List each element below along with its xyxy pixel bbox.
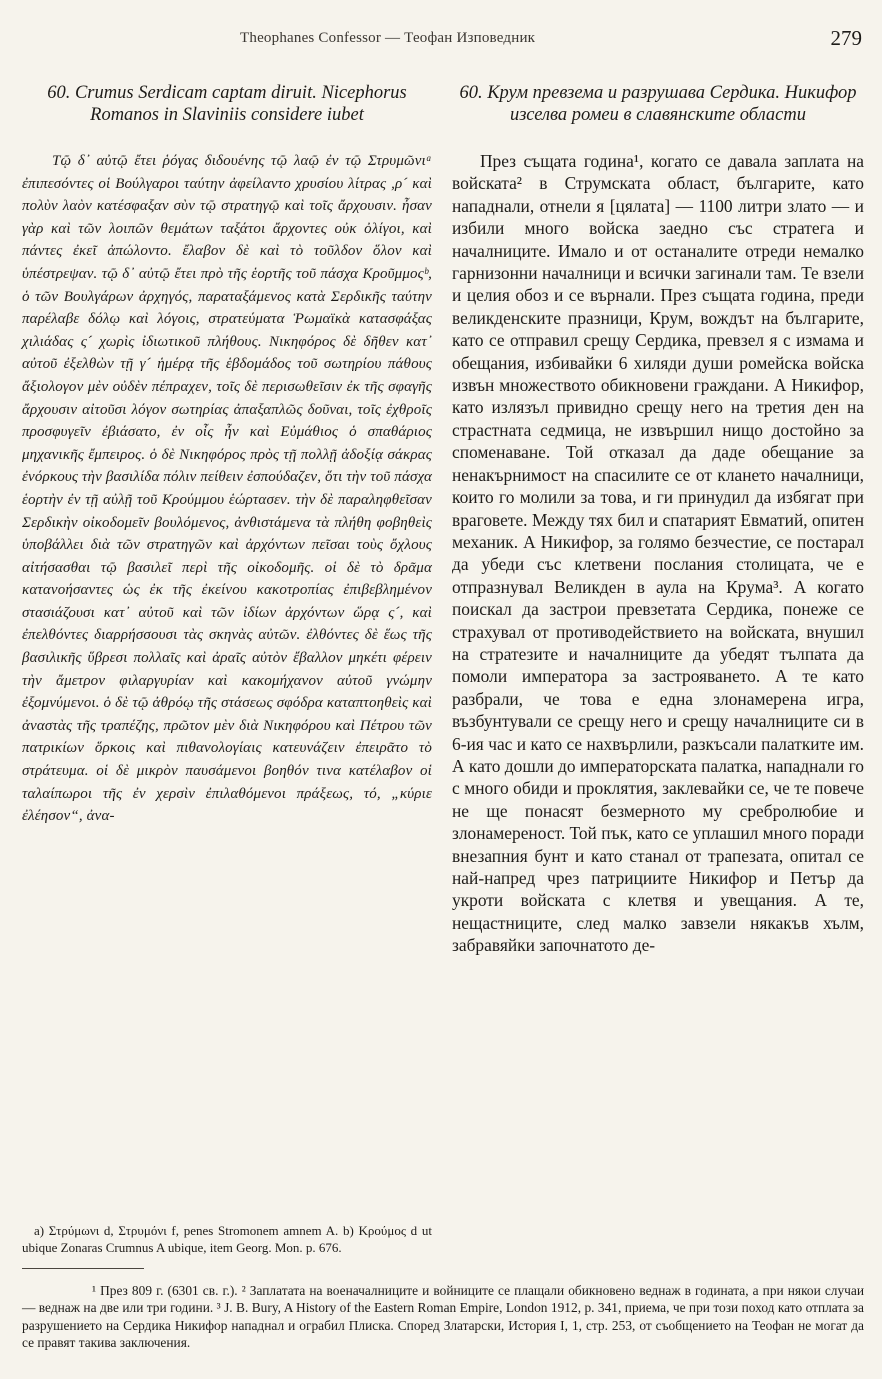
latin-section-title: 60. Crumus Serdicam captam diruit. Nicephorus Romanos in Slaviniis considere iubet: [47, 83, 407, 125]
footnotes: ¹ През 809 г. (6301 св. г.). ² Заплатата на военачалниците и войниците се плащали обикновено веднаж в годината, а при някои случаи — веднаж на две или три години. ³ J. B. Bury, A History of the Eastern Roman Empire, London 1912, p. 341, приема, че при този поход като отплата за разрушението на Сердика Никифор нападнал и ограбил Плиска. Според Златарски, История I, 1, стр. 253, от съобщението на Теофан не могат да се правят такива заключения.: [22, 1283, 864, 1351]
critical-apparatus: a) Στρύμωνι d, Στρυμόνι f, penes Stromonem amnem A. b) Κρούμος d ut ubique Zonaras Crumnus A ubique, item Georg. Mon. p. 676.: [22, 1223, 432, 1255]
bulgarian-column: [452, 82, 864, 957]
footnote-rule: [22, 1268, 144, 1269]
latin-greek-column: [22, 82, 432, 828]
running-title: Theophanes Confessor — Теофан Изповедник: [240, 30, 536, 46]
bulgarian-text: През същата година¹, когато се давала заплата на войската² в Струмската област, българите, като нападнали, отнели я [цялата] — 1100 литри злато — и избили много войска заедно със стратега и началниците. Имало и от останалите отреди немалко гарнизонни началници и всички загинали там. Те взели и целия обоз и се върнали. През същата година, преди великденските празници, Крум, вождът на българите, като се отправил срещу Сердика, превзел я с измама и обещания, избивайки 6 хиляди души ромейска войска извън множеството обикновени граждани. А Никифор, като излязъл привидно срещу него на третия ден на страстната седмица, не извършил нищо достойно за споменаване. Той отказал да даде обещание за ненакърнимост на спасилите се от клането началници, които го молили за това, и ги принудил да избягат при враговете. Между тях бил и спатарият Евматий, опитен механик. А Никифор, за голямо безчестие, се постарал да убеди със клетвени послания столицата, че е отпразнувал Великден в аула на Крума³. А когато поискал да застрои превзетата Сердика, понеже се страхувал от противодействието на войската, внушил на стратезите и началниците да убедят тълпата да помоли императора за застрояването. А те като разбрали, че това е една злонамерена игра, възбунтували се срещу него и срещу началниците си в 6-ия час и като се нахвърлили, разкъсали палатките им. А като дошли до императорската палатка, нападнали го с много обиди и проклятия, заклевайки се, че те повече не ще понасят безмерното му сребролюбие и злонамереност. Той пък, като се уплашил много поради внезапния бунт и като станал от трапезата, опитал се най-напред чрез патрициите Никифор и Петър да укроти войската с клетвя и увещания. А те, нещастниците, след малко завзели някакъв хълм, забравяйки започнатото де-: [452, 151, 864, 956]
bulgarian-section-title: 60. Крум превзема и разрушава Сердика. Никифор изселва ромеи в славянските области: [459, 83, 857, 125]
greek-text: Τῷ δ᾽ αὐτῷ ἔτει ῥόγας διδουένης τῷ λαῷ ἐν τῷ Στρυμῶνιᵃ ἐπιπεσόντες οἱ Βούλγαροι ταύτην ἀφείλαντο χρυσίου λίτρας ,ρ´ καὶ πολὺν λαὸν κατέσφαξαν σὺν τῷ στρατηγῷ καὶ τοῖς ἄρχουσιν. ἦσαν γὰρ καὶ τῶν λοιπῶν θεμάτων ταξάτοι ἄρχοντες οὐκ ὀλίγοι, καὶ πάντες ἐκεῖ ἀπώλοντο. ἔλαβον δὲ καὶ τὸ τοῦλδον ὅλον καὶ ὑπέστρεψαν. τῷ δ᾽ αὐτῷ ἔτει πρὸ τῆς ἑορτῆς τοῦ πάσχα Κροῦμμοςᵇ, ὁ τῶν Βουλγάρων ἀρχηγός, παραταξάμενος κατὰ Σερδικῆς ταύτην παρέλαβε δόλῳ καὶ λόγοις, στρατεύματα Ῥωμαϊκὰ κατασφάξας χιλιάδας ς´ χωρὶς ἰδιωτικοῦ πλήθους. Νικηφόρος δὲ δῆθεν κατ᾽ αὐτοῦ ἐξελθὼν τῇ γ´ ἡμέρᾳ τῆς ἑβδομάδος τοῦ σωτηρίου πάθους ἄξιολογον μὲν οὐδὲν πέπραχεν, τοῖς δὲ περισωθεῖσιν ἐκ τῆς σφαγῆς ἄρχουσιν αἰτοῦσι λόγον σωτηρίας ἀπαξαπλῶς δοῦναι, τοῖς ἐχθροῖς προσφυγεῖν ἐβιάσατο, ἐν οἷς ἦν καὶ Εὐμάθιος ὁ σπαθάριος μηχανικῆς ἔμπειρος. ὁ δὲ Νικηφόρος πρὸς τῇ πολλῇ ἀδοξίᾳ σάκρας ἐνόρκους τὴν βασιλίδα πόλιν πείθειν ἐσπούδαζεν, ὅτι τὴν τοῦ πάσχα ἑορτὴν ἐν τῇ αὐλῇ τοῦ Κρούμμου ἑώρτασεν. τὴν δὲ παραληφθεῖσαν Σερδικὴν οἰκοδομεῖν βουλόμενος, ἀνθιστάμενα τὰ πλήθη φοβηθεὶς ὑποβάλλει διὰ τῶν στρατηγῶν καὶ ἀρχόντων πεῖσαι τοὺς ὄχλους αἰτήσασθαι τῷ βασιλεῖ περὶ τῆς οἰκοδομῆς. οἱ δὲ τὸ δρᾶμα κατανοήσαντες ὡς ἐκ τῆς ἐκείνου κακοτροπίας ἐπιβεβλημένον στασιάζουσι κατ᾽ αὐτοῦ καὶ τῶν ἰδίων ἀρχόντων ὥρᾳ ς´, καὶ ἐπελθόντες διαρρήσσουσι τὰς σκηνὰς αὐτῶν. ἐλθόντες δὲ ἕως τῆς βασιλικῆς ὕβρεσι πολλαῖς καὶ ἀραῖς αὐτὸν ἔβαλλον μηκέτι φέρειν τὴν ἄμετρον φιλαργυρίαν καὶ κακομήχανον αὐτοῦ γνώμην ἐξομνύμενοι. ὁ δὲ τῷ ἀθρόῳ τῆς στάσεως σφόδρα καταπτοηθεὶς καὶ ἀναστὰς τῆς τραπέζης, πρῶτον μὲν διὰ Νικηφόρου καὶ Πέτρου τῶν πατρικίων ὅρκοις καὶ πιθανολογίαις κατευνάζειν ἐπειρᾶτο τὸ στράτευμα. οἱ δὲ μικρὸν παυσάμενοι βοηθόν τινα κατέλαβον οἱ ταλαίπωροι τῆς ἐν χερσὶν ἐπιλαθόμενοι πράξεως, τό, „κύριε ἐλέησον“, ἀνα-: [22, 153, 433, 825]
page-number: 279: [830, 26, 862, 50]
running-header: [0, 24, 882, 54]
